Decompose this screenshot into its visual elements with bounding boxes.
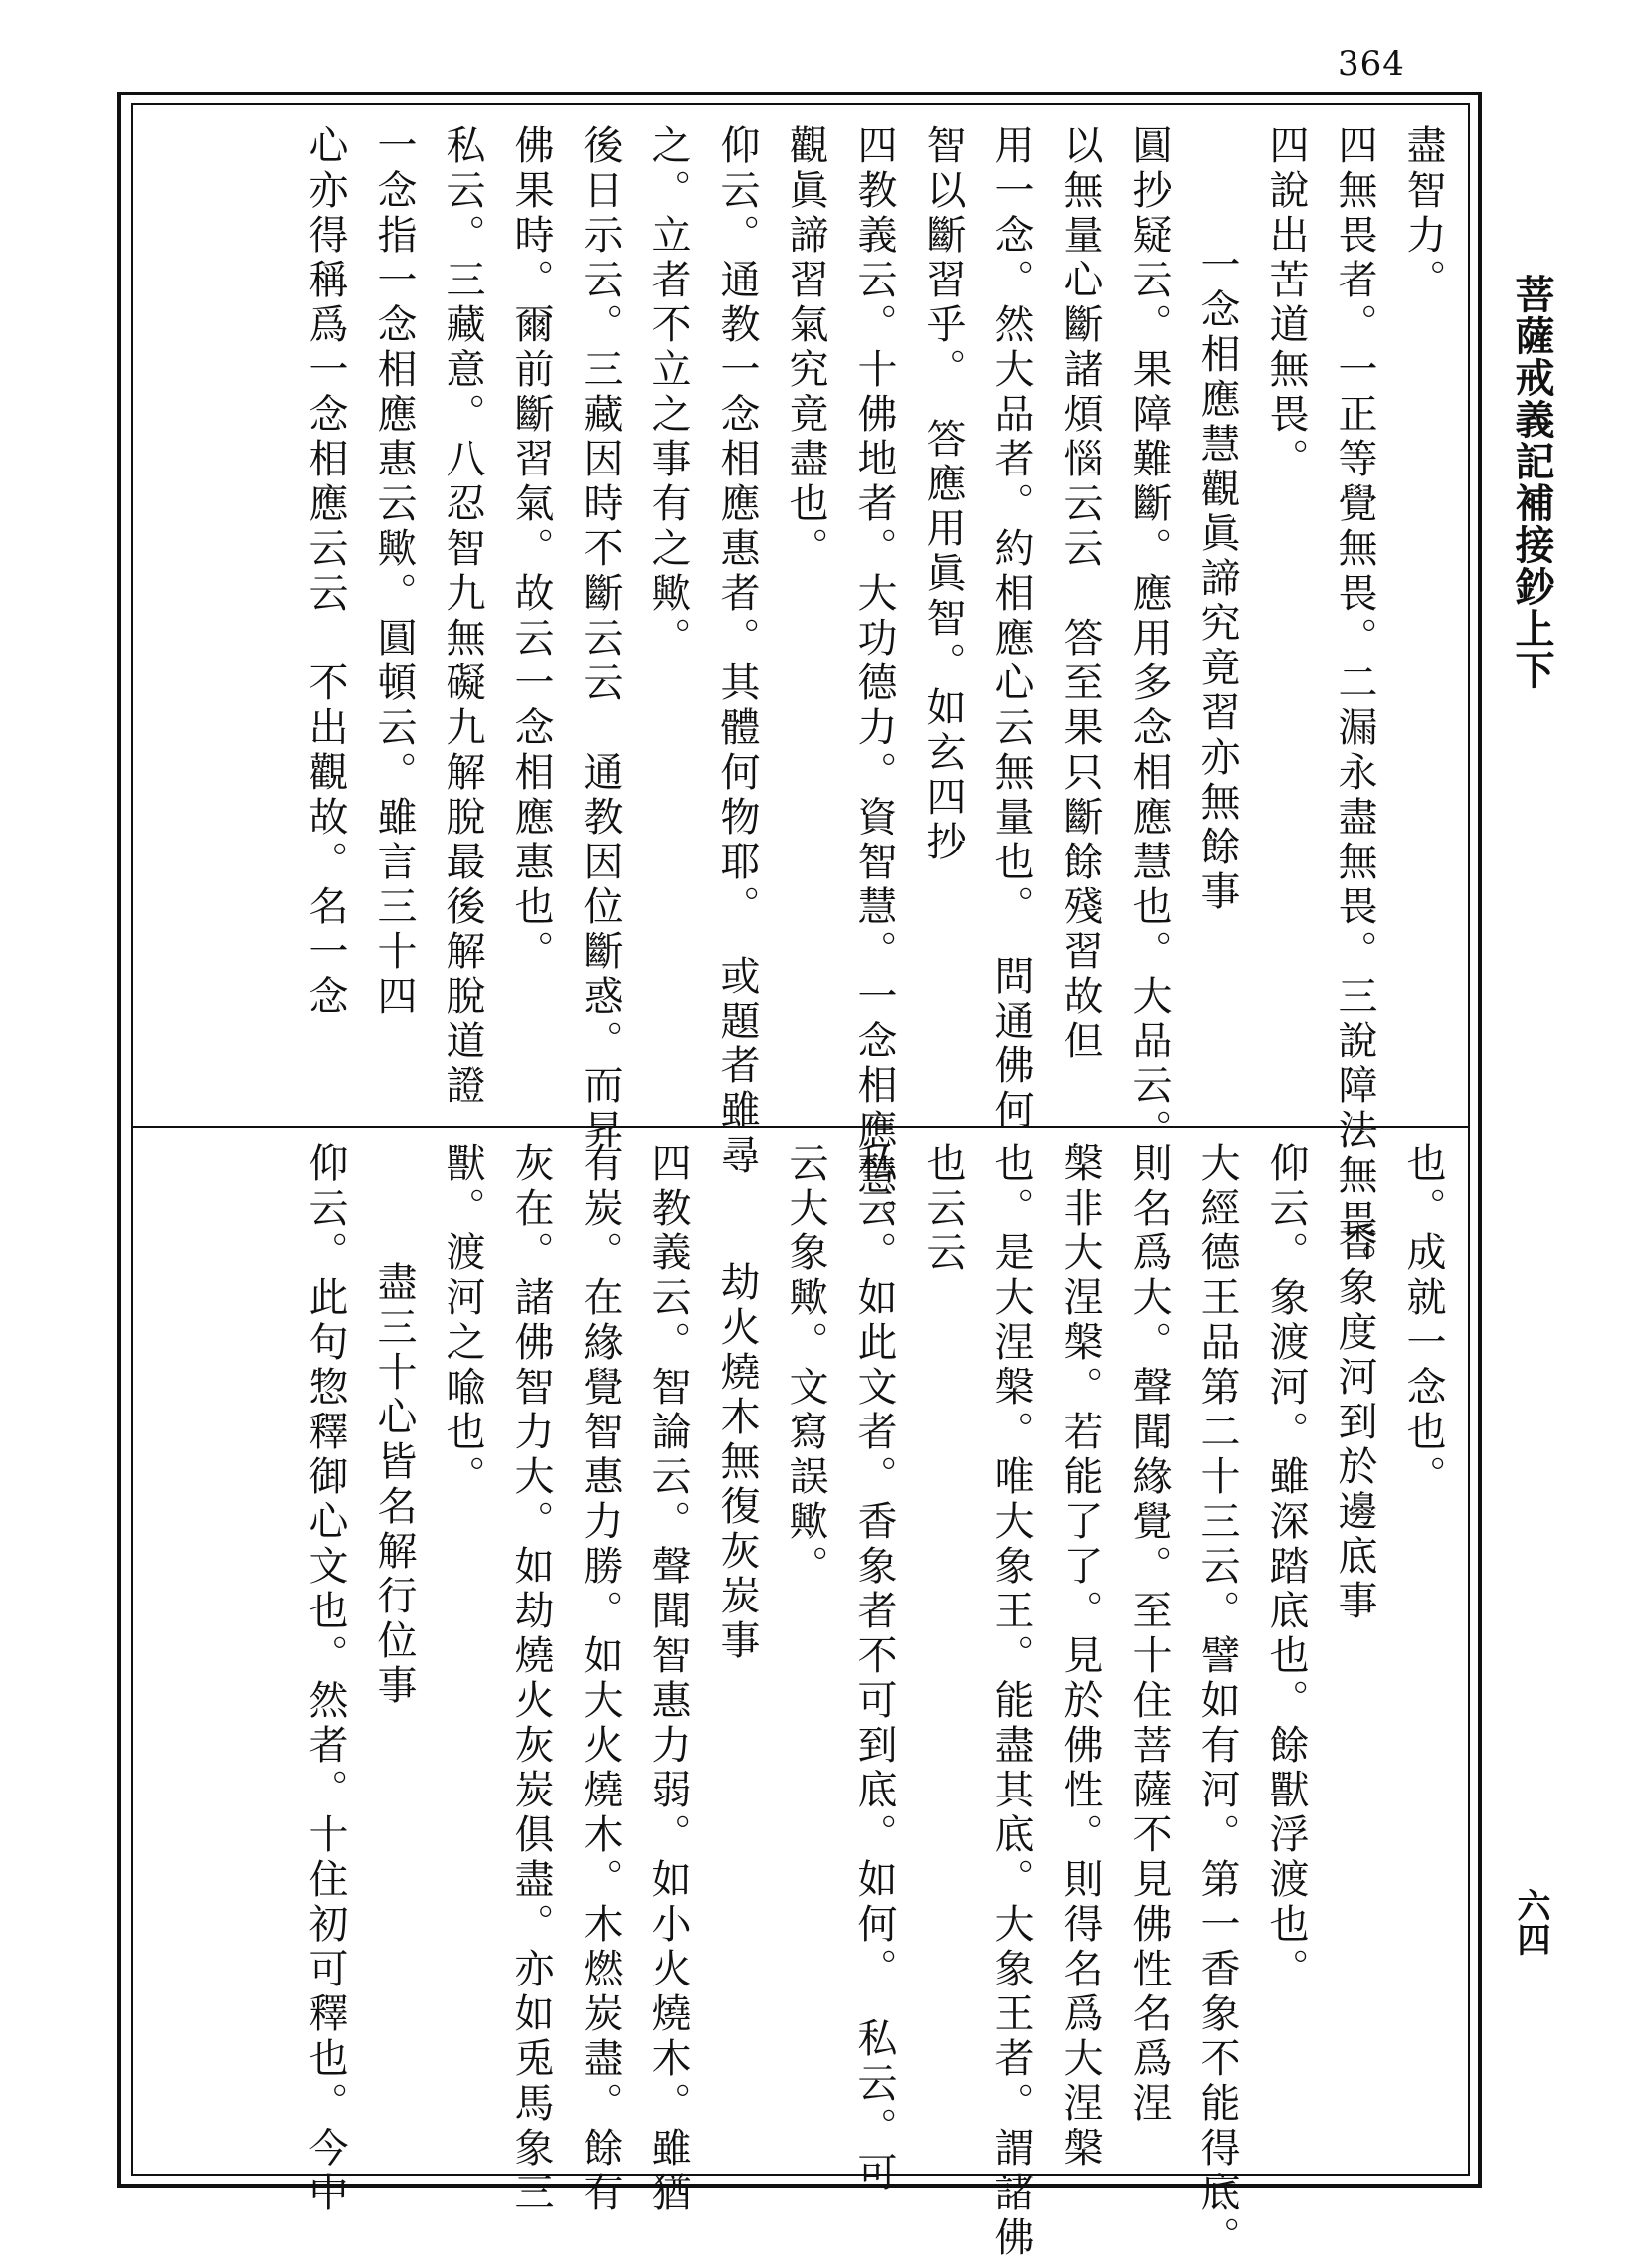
text-column: 獸。渡河之喩也。 — [440, 1142, 485, 1500]
text-column: 以無量心斷諸煩惱云云 答至果只斷餘殘習故但 — [1057, 124, 1103, 1064]
text-column: 也云云 — [920, 1142, 966, 1276]
text-column: 私云。如此文者。香象者不可到底。如何。 私云。可 — [851, 1142, 897, 2196]
text-column: 用一念。然大品者。約相應心云無量也。 問通佛何 — [989, 124, 1034, 1134]
text-column: 四說出苦道無畏。 — [1263, 124, 1309, 482]
text-column: 私云。三藏意。八忍智九無礙九解脫最後解脫道證 — [440, 124, 485, 1109]
text-column: 圓抄疑云。果障難斷。應用多念相應慧也。大品云。 — [1126, 124, 1172, 1154]
text-column: 大經德王品第二十三云。譬如有河。第一香象不能得底。 — [1194, 1142, 1240, 2261]
lower-text-panel — [164, 1142, 1457, 2261]
text-column: 後日示云。三藏因時不斷云云 通教因位斷惑。而昇 — [577, 124, 623, 1154]
text-column: 佛果時。爾前斷習氣。故云一念相應惠也。 — [508, 124, 554, 975]
text-column: 盡智力。 — [1400, 124, 1446, 303]
text-column: 仰云。象渡河。雖深踏底也。餘獸浮渡也。 — [1263, 1142, 1309, 1992]
text-column: 也。成就一念也。 — [1400, 1142, 1446, 1500]
page-number: 364 — [1338, 44, 1405, 84]
text-column: 四無畏者。一正等覺無畏。二漏永盡無畏。三說障法無畏。 — [1332, 124, 1377, 1288]
text-column: 觀眞諦習氣究竟盡也。 — [783, 124, 828, 572]
section-divider — [133, 1126, 1468, 1128]
text-column: 槃非大涅槃。若能了了。見於佛性。則得名爲大涅槃 — [1057, 1142, 1103, 2172]
section-heading: 劫火燒木無復灰炭事 — [714, 1261, 760, 1664]
text-column: 之。立者不立之事有之歟。 — [645, 124, 691, 662]
text-column: 仰云。通教一念相應惠者。其體何物耶。 或題者雖尋 — [714, 124, 760, 1179]
text-column: 四教義云。十佛地者。大功德力。資智慧。一念相應慧。 — [851, 124, 897, 1243]
section-heading: 一念相應慧觀眞諦究竟習亦無餘事 — [1194, 244, 1240, 915]
text-column: 則名爲大。聲聞緣覺。至十住菩薩不見佛性名爲涅 — [1126, 1142, 1172, 2127]
text-column: 也。是大涅槃。唯大象王。能盡其底。大象王者。謂諸佛 — [989, 1142, 1034, 2261]
text-column: 四教義云。智論云。聲聞智惠力弱。如小火燒木。雖猶 — [645, 1142, 691, 2216]
text-column: 灰在。諸佛智力大。如劫燒火灰炭俱盡。亦如兎馬象三 — [508, 1142, 554, 2216]
text-column: 一念指一念相應惠云歟。圓頓云。雖言三十四 — [371, 124, 417, 1020]
text-column: 心亦得稱爲一念相應云云 不出觀故。名一念 — [302, 124, 348, 1020]
text-column: 仰云。此句惣釋御心文也。然者。十住初可釋也。今中 — [302, 1142, 348, 2216]
text-column: 智以斷習乎。 答應用眞智。如玄四抄 — [920, 124, 966, 865]
folio-number: 六四 — [1511, 1888, 1550, 1956]
running-title: 菩薩戒義記補接鈔上下 — [1509, 274, 1555, 691]
text-column: 云大象歟。文寫誤歟。 — [783, 1142, 828, 1590]
section-heading: 香象度河到於邊底事 — [1332, 1222, 1377, 1624]
text-column: 有炭。在緣覺智惠力勝。如大火燒木。木燃炭盡。餘有 — [577, 1142, 623, 2216]
section-heading: 盡三十心皆名解行位事 — [371, 1261, 417, 1709]
